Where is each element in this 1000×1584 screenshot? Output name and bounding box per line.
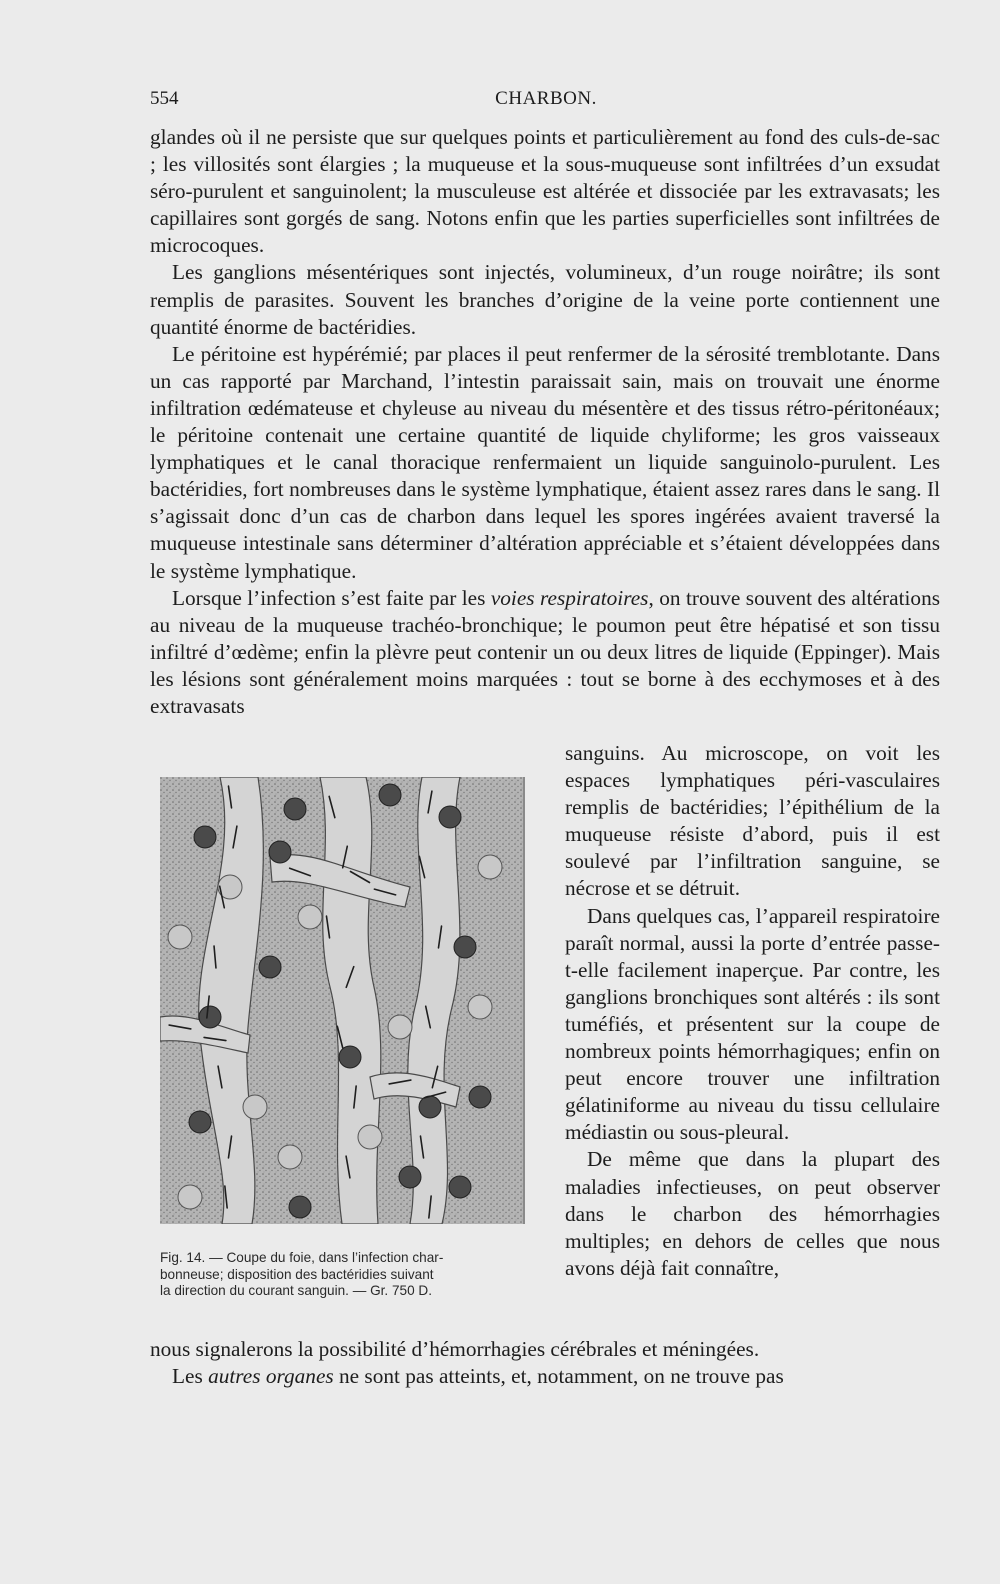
paragraph-7-italic: autres organes [208,1364,334,1389]
dark-nucleus [269,841,291,863]
dark-nucleus [284,798,306,820]
paragraph-7-text-after: ne sont pas atteints, et, notamment, on ne trouve pas [333,1364,784,1389]
dark-nucleus [199,1006,221,1028]
dark-nucleus [449,1176,471,1198]
paragraph-6-end: nous signalerons la possibilité d’hémorrhagies cérébrales et méningées. [150,1337,760,1361]
dark-nucleus [194,826,216,848]
main-text-full-width [150,124,940,720]
paragraph-3: Le péritoine est hypérémié; par places il peut renfermer de la sérosité tremblotante. Dans un cas rapporté par Marchand, l’intestin paraissait sain, mais on trouvait une énorme infiltration œdémateuse et chyleuse au niveau du mésentère et des tissus rétro-péritonéaux; le péritoine contenait une certaine quantité de liquide chyliforme; les gros vaisseaux lymphatiques et le canal thoracique renfermaient un liquide sanguinolo-purulent. Les bactéridies, fort nombreuses dans le système lymphatique, étaient assez rares dans le sang. Il s’agissait donc d’un cas de charbon dans lequel les spores ingérées avaient traversé la muqueuse intestinale sans déterminer d’altération appréciable et s’étaient développées dans le système lymphatique. [150,341,940,583]
caption-line-2: bonneuse; disposition des bactéridies suivant [160,1266,434,1282]
pale-nucleus [243,1095,267,1119]
paragraph-7 [150,1363,940,1390]
paragraph-4-continued: sanguins. Au microscope, on voit les espaces lymphatiques péri-vasculaires remplis de bactéridies; l’épithélium de la muqueuse résiste d’abord, puis il est soulevé par l’infiltration sanguine, se nécrose et se détruit. [565,741,940,901]
dark-nucleus [419,1096,441,1118]
running-header [150,88,942,114]
dark-nucleus [379,784,401,806]
dark-nucleus [469,1086,491,1108]
paragraph-4-text-after: , on trouve souvent des altérations au niveau de la muqueuse trachéo-bronchique; le poumon peut être hépatisé et son tissu infiltré d’œdème; enfin la plèvre peut contenir un ou deux litres de liquide (Eppinger). Mais les lésions sont généralement moins marquées : tout se borne à des ecchymoses et à des extravasats [150,585,941,718]
pale-nucleus [178,1185,202,1209]
pale-nucleus [468,995,492,1019]
dark-nucleus [289,1196,311,1218]
pale-nucleus [358,1125,382,1149]
pale-nucleus [298,905,322,929]
caption-line-1: Fig. 14. — Coupe du foie, dans l’infection char- [160,1250,444,1265]
bottom-text-full-width [150,1336,940,1390]
paragraph-1: glandes où il ne persiste que sur quelques points et particulièrement au fond des culs-de-sac ; les villosités sont élargies ; la muqueuse et la sous-muqueuse sont infiltrées d’un exsudat séro-purulent et sanguinolent; la musculeuse est altérée et dissociée par les extravasats; les capillaires sont gorgés de sang. Notons enfin que les parties superficielles sont infiltrées de microcoques. [150,125,940,258]
running-title: CHARBON. [495,88,597,109]
page-number: 554 [150,88,179,109]
paragraph-4-text-before: Lorsque l’infection s’est faite par les [172,585,491,610]
figure-caption [160,1250,528,1300]
pale-nucleus [278,1145,302,1169]
dark-nucleus [189,1111,211,1133]
right-column-text [565,740,940,1282]
dark-nucleus [454,936,476,958]
paragraph-4 [150,585,940,720]
caption-line-3: la direction du courant sanguin. — Gr. 750 D. [160,1283,433,1298]
pale-nucleus [168,925,192,949]
dark-nucleus [399,1166,421,1188]
paragraph-2: Les ganglions mésentériques sont injectés, volumineux, d’un rouge noirâtre; ils sont remplis de parasites. Souvent les branches d’origine de la veine porte contiennent une quantité énorme de bactéridies. [150,260,940,339]
dark-nucleus [259,956,281,978]
pale-nucleus [388,1015,412,1039]
pale-nucleus [478,855,502,879]
paragraph-6: De même que dans la plupart des maladies infectieuses, on peut observer dans le charbon des hémorrhagies multiples; en dehors de celles que nous avons déjà fait connaître, [565,1147,940,1280]
liver-section-drawing [160,777,523,1224]
paragraph-7-text-before: Les [172,1364,209,1389]
paragraph-4-italic: voies respiratoires [490,585,649,610]
dark-nucleus [339,1046,361,1068]
paragraph-5: Dans quelques cas, l’appareil respiratoire paraît normal, aussi la porte d’entrée passe-t-elle facilement inaperçue. Par contre, les ganglions bronchiques sont altérés : ils sont tuméfiés, et présentent sur la coupe de nombreux points hémorrhagiques; enfin on peut encore trouver une infiltration gélatiniforme au niveau du tissu cellulaire médiastin ou sous-pleural. [565,903,940,1145]
dark-nucleus [439,806,461,828]
liver-section-figure [160,777,525,1224]
